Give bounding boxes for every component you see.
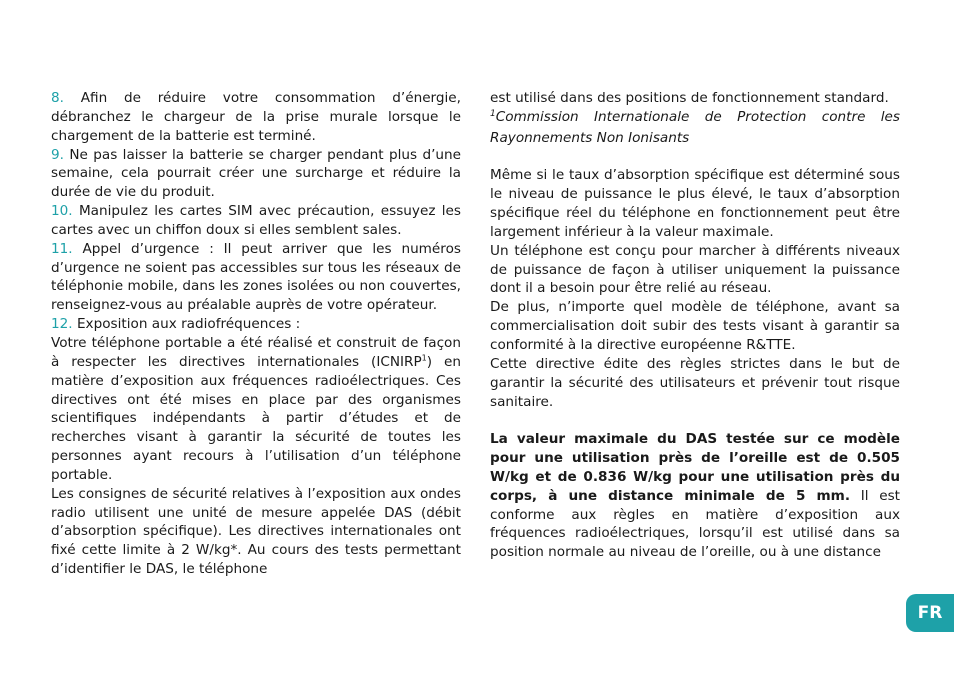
right-column (490, 89, 900, 562)
item-text: Ne pas laisser la batterie se charger pendant plus d’une semaine, cela pourrait créer une surcharge et réduire la durée de vie du produit. (51, 146, 461, 201)
item-11 (51, 240, 461, 315)
footnote (490, 108, 900, 148)
item-text: Manipulez les cartes SIM avec précaution, essuyez les cartes avec un chiffon doux si elles semblent sales. (51, 203, 461, 238)
footnote-mark: 1 (490, 108, 496, 119)
item-10 (51, 202, 461, 240)
item-text: Il peut arriver que les numéros d’urgence ne soient pas accessibles sur tous les réseaux de téléphonie mobile, dans les zones isolées ou non couvertes, renseignez-vous au préalable auprès de votre opérateur. (51, 240, 461, 314)
paragraph: Cette directive édite des règles strictes dans le but de garantir la sécurité des utilisateurs et prévenir tout risque sanitaire. (490, 355, 900, 410)
left-column (51, 89, 461, 579)
item-heading: Appel d’urgence : (82, 240, 214, 257)
footnote-text: Commission Internationale de Protection contre les Rayonnements Non Ionisants (490, 108, 900, 146)
paragraph: Les consignes de sécurité relatives à l’exposition aux ondes radio utilisent une unité de mesure appelée DAS (débit d’absorption spécifique). Les directives internationales ont fixé cette limite à 2 W/kg*. Au cours des tests permettant d’identifier le DAS, le téléphone (51, 485, 461, 578)
das-text: Il est conforme aux règles en matière d’exposition aux fréquences radioélectriques, lorsqu’il est utilisé dans sa position normale au niveau de l’oreille, ou à une distance (490, 487, 900, 561)
item-number: 9. (51, 146, 64, 163)
item-number: 10. (51, 203, 73, 220)
item-text: Afin de réduire votre consommation d’énergie, débranchez le chargeur de la prise murale lorsque le chargement de la batterie est terminé. (51, 90, 461, 144)
paragraph: Un téléphone est conçu pour marcher à différents niveaux de puissance de façon à utiliser uniquement la puissance dont il a besoin pour être relié au réseau. (490, 242, 900, 297)
paragraph: Même si le taux d’absorption spécifique est déterminé sous le niveau de puissance le plus élevé, le taux d’absorption spécifique réel du téléphone en fonctionnement peut être largement inférieur à la valeur maximale. (490, 167, 900, 240)
das-values: La valeur maximale du DAS testée sur ce modèle pour une utilisation près de l’oreille est de 0.505 W/kg et de 0.836 W/kg pour une utilisation près du corps, à une distance minimale de 5 mm. (490, 431, 900, 504)
item-8 (51, 89, 461, 146)
item-12 (51, 315, 461, 334)
paragraph-text: ) en matière d’exposition aux fréquences radioélectriques. Ces directives ont été mises en place par des organismes scientifiques indépendants à partir d’études et de recherches visant à garantir la sécurité de toutes les personnes ayant recours à l’utilisation d’un téléphone portable. (51, 353, 461, 483)
item-heading: Exposition aux radiofréquences : (76, 316, 301, 333)
item-9 (51, 146, 461, 203)
continuation-text: est utilisé dans des positions de fonctionnement standard. (490, 90, 889, 106)
footnote-reference: 1 (421, 353, 427, 363)
spacer (490, 411, 900, 430)
spacer (490, 148, 900, 167)
paragraph (51, 334, 461, 485)
paragraph-text: Votre téléphone portable a été réalisé et construit de façon à respecter les directives internationales (ICNIRP (51, 334, 461, 370)
das-paragraph (490, 430, 900, 562)
item-number: 11. (51, 240, 73, 257)
language-tab: FR (906, 594, 954, 632)
paragraph: De plus, n’importe quel modèle de téléphone, avant sa commercialisation doit subir des tests visant à garantir sa conformité à la directive européenne R&TTE. (490, 299, 900, 353)
item-number: 12. (51, 316, 73, 333)
item-number: 8. (51, 90, 64, 106)
